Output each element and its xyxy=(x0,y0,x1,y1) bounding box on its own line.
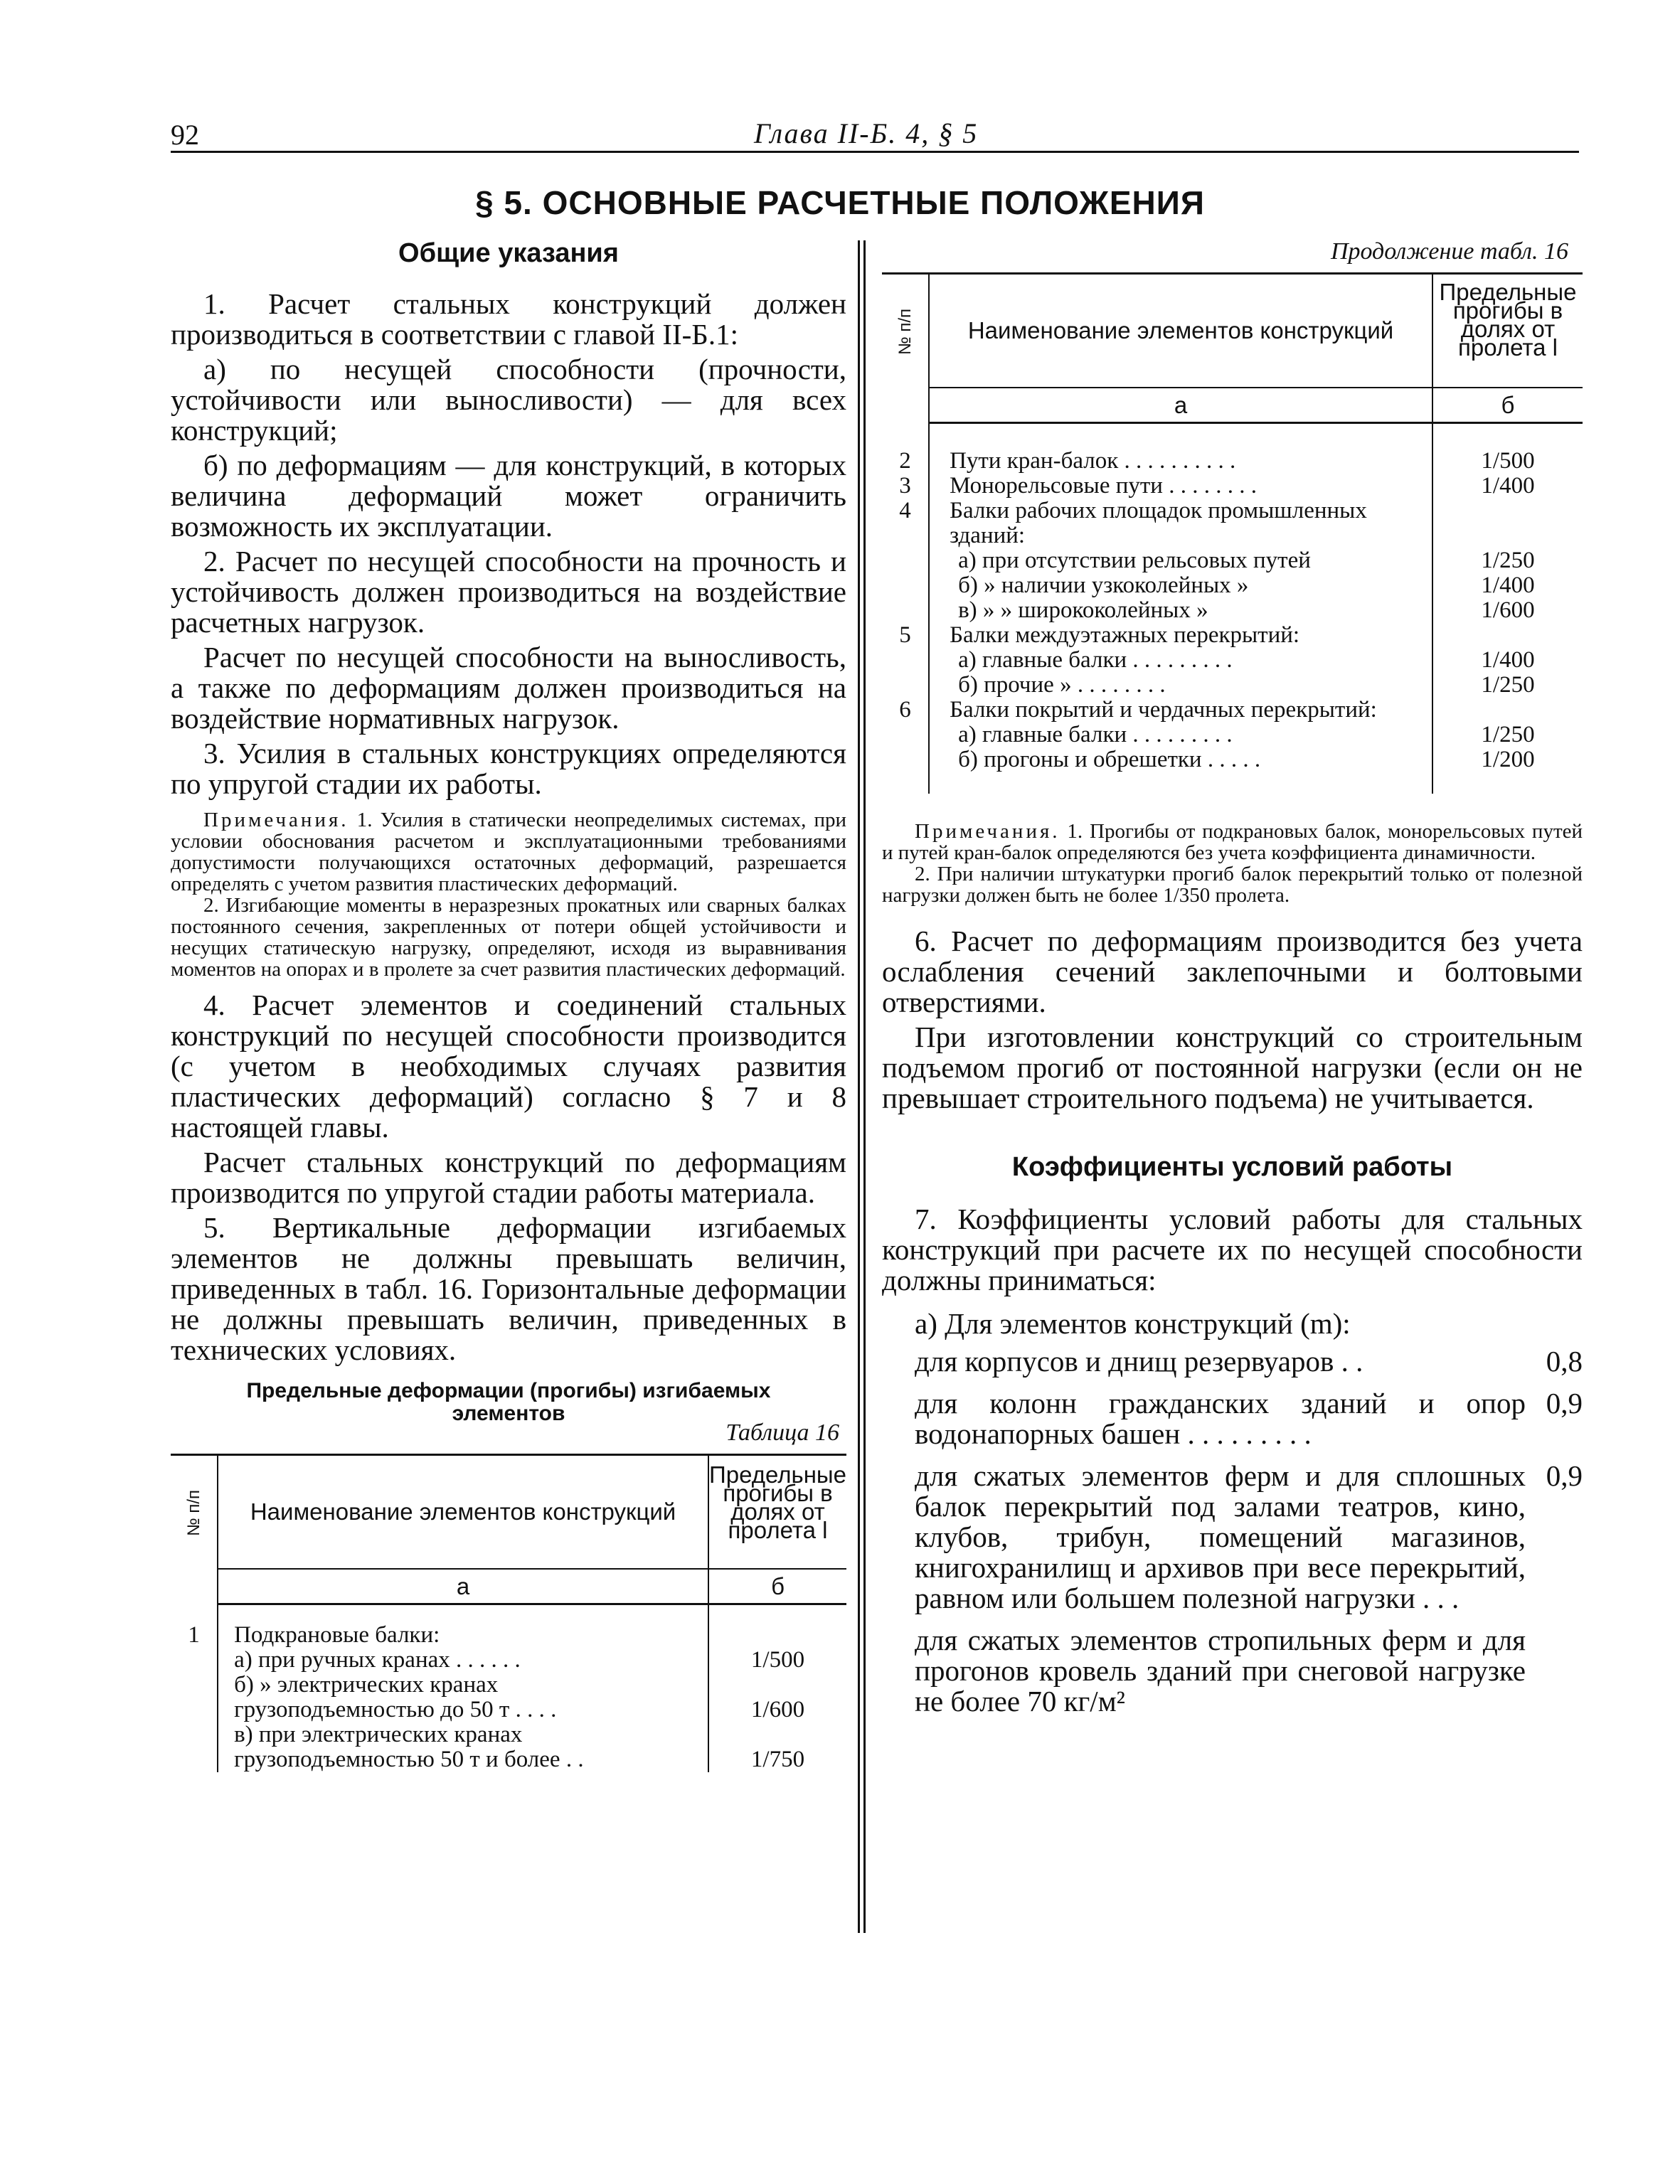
row-name: Монорельсовые пути . . . . . . . . xyxy=(929,474,1432,499)
table-notes xyxy=(882,821,1583,906)
sub-cell xyxy=(882,388,929,423)
sub-a: а xyxy=(929,388,1432,423)
row-name: в) » » ширококолейных » xyxy=(929,598,1432,623)
table-caption: Предельные деформации (прогибы) изгибаемых элементов xyxy=(246,1379,771,1425)
paragraph-a: а) Для элементов конструкций (m): xyxy=(915,1306,1351,1340)
row-value: 1/250 xyxy=(1481,671,1535,698)
row-name: а) главные балки . . . . . . . . . xyxy=(929,723,1432,747)
row-name: Балки междуэтажных перекрытий: xyxy=(929,623,1432,648)
row-value xyxy=(1432,499,1583,548)
row-name: б) прогоны и обрешетки . . . . . xyxy=(929,747,1432,772)
paragraph: Расчет по несущей способности на выносливость, а также по деформациям должен производиться на воздействие нормативных нагрузок. xyxy=(171,641,846,735)
row-num: 1 xyxy=(171,1623,218,1648)
row-value: 1/500 xyxy=(750,1646,805,1673)
header-rule xyxy=(171,151,1579,153)
row-value: 1/400 xyxy=(1481,472,1535,499)
row-value: 1/400 xyxy=(1481,572,1535,598)
note: 2. При наличии штукатурки прогиб балок перекрытий только от полезной нагрузки должен быть не более 1/350 пролета. xyxy=(882,862,1583,907)
note-text: 1. Прогибы от подкрановых балок, монорельсовых путей и путей кран-балок определяются без учета коэффициента динамичности. xyxy=(882,819,1583,864)
paragraph: а) по несущей способности (прочности, устойчивости или выносливости) — для всех конструкций; xyxy=(171,353,846,447)
row-value: 1/500 xyxy=(1481,447,1535,474)
paragraph: 1. Расчет стальных конструкций должен производиться в соответствии с главой II-Б.1: xyxy=(171,287,846,351)
sub-b: б xyxy=(708,1569,846,1604)
row-name: б) » наличии узкоколейных » xyxy=(929,573,1432,598)
row-value: 1/400 xyxy=(1481,646,1535,673)
coefficient-text: для корпусов и днищ резервуаров . . xyxy=(915,1344,1363,1378)
paragraph: 5. Вертикальные деформации изгибаемых элементов не должны превышать величин, приведенных в табл. 16. Горизонтальные деформации не должны превышать величин, приведенных в технических условиях. xyxy=(171,1211,846,1366)
coefficient-item xyxy=(915,1625,1583,1717)
col-name-header: Наименование элементов конструкций xyxy=(218,1455,708,1569)
table-continuation-label: Продолжение табл. 16 xyxy=(1330,238,1568,265)
chapter-header: Глава II-Б. 4, § 5 xyxy=(754,117,979,149)
row-num: 6 xyxy=(882,698,929,723)
row-value: 1/200 xyxy=(1481,746,1535,772)
row-name: Пути кран-балок . . . . . . . . . . xyxy=(929,449,1432,474)
coefficient-value: 0,8 xyxy=(1546,1344,1583,1378)
coefficient-value: 0,9 xyxy=(1546,1386,1583,1419)
col-limit-header: Предельные прогибы в долях от пролета l xyxy=(709,1461,846,1543)
row-value: 1/250 xyxy=(1481,721,1535,747)
row-name: б) прочие » . . . . . . . . xyxy=(929,673,1432,698)
row-name: Балки рабочих площадок промышленных зданий: xyxy=(929,499,1432,548)
row-name: б) » электрических кранах грузоподъемностью до 50 т . . . . xyxy=(218,1673,708,1722)
row-name: а) главные балки . . . . . . . . . xyxy=(929,648,1432,673)
row-value: 1/750 xyxy=(750,1746,805,1772)
coefficient-text: для сжатых элементов стропильных ферм и для прогонов кровель зданий при снеговой нагрузке не более 70 кг/м² xyxy=(915,1623,1526,1717)
row-name: а) при ручных кранах . . . . . . xyxy=(218,1648,708,1673)
paragraph: 4. Расчет элементов и соединений стальных конструкций по несущей способности производится (с учетом в необходимых случаях развития пластических деформаций) согласно § 7 и 8 настоящей главы. xyxy=(171,989,846,1144)
row-name: Балки покрытий и чердачных перекрытий: xyxy=(929,698,1432,723)
row-name: а) при отсутствии рельсовых путей xyxy=(929,548,1432,573)
row-num: 2 xyxy=(882,449,929,474)
deflection-table-part2 xyxy=(882,272,1583,794)
note xyxy=(882,821,1583,863)
row-value: 1/600 xyxy=(750,1696,805,1722)
col-num-header: № п/п xyxy=(882,274,929,388)
row-value xyxy=(1432,623,1583,648)
table-label: Таблица 16 xyxy=(725,1419,839,1446)
row-value: 1/600 xyxy=(1481,597,1535,623)
paragraph: 6. Расчет по деформациям производится без учета ослабления сечений заклепочными и болтовыми отверстиями. xyxy=(882,924,1583,1018)
notes-block xyxy=(171,809,846,980)
paragraph: 2. Расчет по несущей способности на прочность и устойчивость должен производиться на воздействие расчетных нагрузок. xyxy=(171,545,846,639)
col-name-header: Наименование элементов конструкций xyxy=(929,274,1432,388)
row-value xyxy=(708,1623,846,1648)
column-divider xyxy=(863,240,866,1933)
paragraph: б) по деформациям — для конструкций, в которых величина деформаций может ограничить возможность их эксплуатации. xyxy=(171,449,846,543)
sub-cell xyxy=(171,1569,218,1604)
paragraph: Расчет стальных конструкций по деформациям производится по упругой стадии работы материала. xyxy=(171,1146,846,1209)
note-text: 1. Усилия в статически неопределимых системах, при условии обоснования расчетом и эксплуатационными требованиями допустимости получающихся остаточных деформаций, разрешается определять с учетом развития пластических деформаций. xyxy=(171,809,846,895)
row-value xyxy=(1432,698,1583,723)
paragraph: 7. Коэффициенты условий работы для стальных конструкций при расчете их по несущей способности должны приниматься: xyxy=(882,1202,1583,1296)
row-name: Подкрановые балки: xyxy=(218,1623,708,1648)
coefficient-list xyxy=(882,1346,1583,1717)
paragraph: 3. Усилия в стальных конструкциях определяются по упругой стадии их работы. xyxy=(171,737,846,800)
right-column xyxy=(882,238,1583,1717)
coefficient-text: для колонн гражданских зданий и опор водонапорных башен . . . . . . . . . xyxy=(915,1386,1526,1450)
coefficient-item xyxy=(915,1388,1583,1449)
subheading-general: Общие указания xyxy=(398,238,619,268)
coefficient-value: 0,9 xyxy=(1546,1459,1583,1492)
row-value: 1/250 xyxy=(1481,547,1535,573)
row-name: в) при электрических кранах грузоподъемностью 50 т и более . . xyxy=(218,1722,708,1772)
sub-b: б xyxy=(1432,388,1583,423)
notes-label: Примечания. xyxy=(203,809,349,831)
coefficient-text: для сжатых элементов ферм и для сплошных балок перекрытий под залами театров, кино, клубов, трибун, помещений магазинов, книгохранилищ и архивов при весе перекрытий, равном или большем полезной нагрузки . . . xyxy=(915,1459,1526,1614)
col-num-header: № п/п xyxy=(171,1455,218,1569)
col-limit-header: Предельные прогибы в долях от пролета l xyxy=(1439,279,1577,361)
row-num: 3 xyxy=(882,474,929,499)
coefficient-item xyxy=(915,1346,1583,1377)
coefficient-item xyxy=(915,1461,1583,1614)
deflection-table-part1 xyxy=(171,1454,846,1772)
left-column xyxy=(171,238,846,1772)
page-number: 92 xyxy=(171,119,199,151)
row-num: 4 xyxy=(882,499,929,548)
row-num: 5 xyxy=(882,623,929,648)
column-divider xyxy=(858,240,860,1933)
notes-label: Примечания. xyxy=(915,819,1060,843)
paragraph: При изготовлении конструкций со строительным подъемом прогиб от постоянной нагрузки (если он не превышает строительного подъема) не учитывается. xyxy=(882,1020,1583,1114)
note: 2. Изгибающие моменты в неразрезных прокатных или сварных балках постоянного сечения, закрепленных от потери общей устойчивости и несущих статическую нагрузку, определяют, исходя из выравнивания моментов на опорах и в пролете за счет развития пластических деформаций. xyxy=(171,894,846,981)
sub-a: а xyxy=(218,1569,708,1604)
section-title: § 5. ОСНОВНЫЕ РАСЧЕТНЫЕ ПОЛОЖЕНИЯ xyxy=(475,184,1205,221)
note xyxy=(171,809,846,895)
subheading-coefficients: Коэффициенты условий работы xyxy=(1011,1151,1453,1182)
